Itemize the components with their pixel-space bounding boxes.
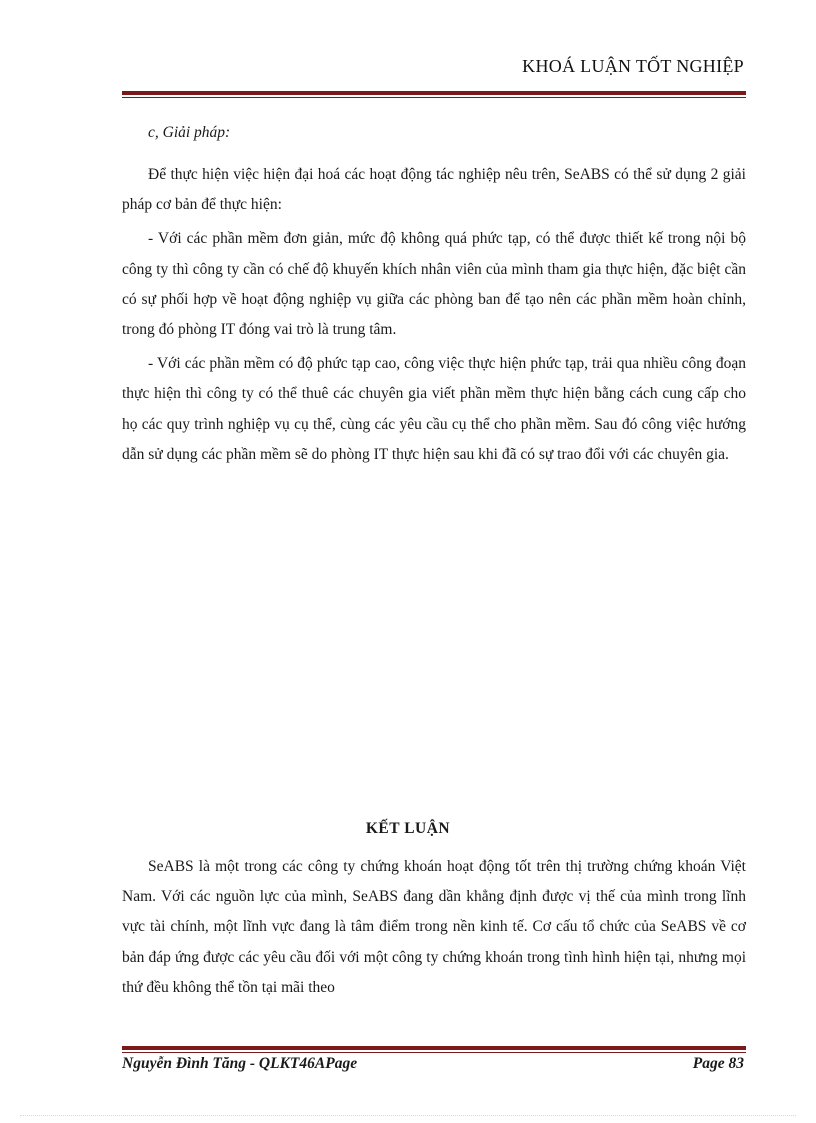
conclusion-heading: KẾT LUẬN [365, 820, 451, 837]
solution-section [122, 160, 746, 474]
paragraph: Để thực hiện việc hiện đại hoá các hoạt động tác nghiệp nêu trên, SeABS có thể sử dụng 2 giải pháp cơ bản để thực hiện: [122, 166, 746, 214]
header-rule [122, 91, 746, 98]
page-edge-divider [20, 1115, 796, 1116]
footer-author: Nguyễn Đình Tăng - QLKT46APage [122, 1055, 358, 1072]
conclusion-section [122, 852, 746, 1003]
paragraph: SeABS là một trong các công ty chứng khoán hoạt động tốt trên thị trường chứng khoán Việt Nam. Với các nguồn lực của mình, SeABS đang dần khẳng định được vị thế của mình trong lĩnh vực tài chính, một lĩnh vực đang là tâm điểm trong nền kinh tế. Cơ cấu tổ chức của SeABS về cơ bản đáp ứng được các yêu cầu đối với một công ty chứng khoán trong tình hình hiện tại, nhưng mọi thứ đều không thể tồn tại mãi theo [122, 858, 746, 996]
footer-rule [122, 1046, 746, 1053]
page-header-title: KHOÁ LUẬN TỐT NGHIỆP [522, 56, 744, 76]
page-number: Page 83 [692, 1055, 744, 1072]
section-subheading: c, Giải pháp: [148, 124, 231, 141]
bullet-paragraph: - Với các phần mềm đơn giản, mức độ không quá phức tạp, có thể được thiết kế trong nội bộ công ty thì công ty cần có chế độ khuyến khích nhân viên của mình tham gia thực hiện, đặc biệt cần có sự phối hợp về hoạt động nghiệp vụ giữa các phòng ban để tạo nên các phần mềm hoàn chỉnh, trong đó phòng IT đóng vai trò là trung tâm. [122, 230, 746, 339]
bullet-paragraph: - Với các phần mềm có độ phức tạp cao, công việc thực hiện phức tạp, trải qua nhiều công đoạn thực hiện thì công ty có thể thuê các chuyên gia viết phần mềm thực hiện bằng cách cung cấp cho họ các quy trình nghiệp vụ cụ thể, cùng các yêu cầu cụ thể cho phần mềm. Sau đó công việc hướng dẫn sử dụng các phần mềm sẽ do phòng IT thực hiện sau khi đã có sự trao đổi với các chuyên gia. [122, 355, 746, 463]
